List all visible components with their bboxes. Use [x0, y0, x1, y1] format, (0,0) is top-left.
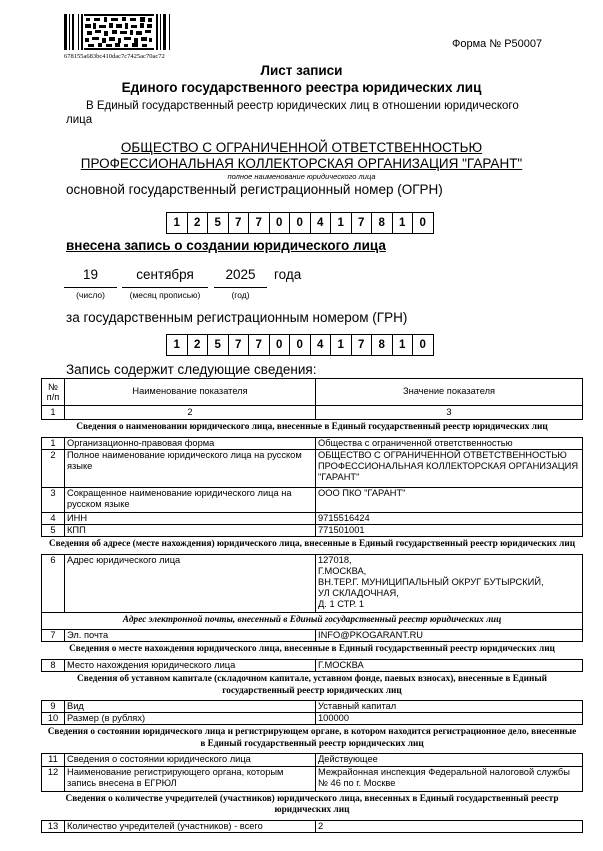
row-num: 8: [42, 659, 65, 671]
ogrn-digit-boxes: [167, 212, 434, 234]
row-value: Межрайонная инспекция Федеральной налоговой службы № 46 по г. Москве: [316, 766, 583, 791]
datamatrix-barcode-icon: [64, 14, 172, 50]
row-name: Адрес юридического лица: [65, 554, 316, 612]
intro-text: В Единый государственный реестр юридических лиц в отношении юридического лица: [66, 100, 519, 126]
table-row: [42, 754, 583, 766]
subsection-title: Адрес электронной почты, внесенный в Единый государственный реестр юридических лиц: [42, 612, 583, 630]
document-title: Лист записи: [260, 63, 343, 78]
entry-type: внесена запись о создании юридического лица: [66, 238, 386, 253]
section-header: [42, 725, 583, 754]
ogrn-digit: 0: [269, 212, 291, 234]
table-row: [42, 766, 583, 791]
row-num: 7: [42, 630, 65, 642]
address-line: Д. 1 СТР. 1: [318, 599, 365, 610]
row-value: Г.МОСКВА: [316, 659, 583, 671]
section-title: Сведения о состоянии юридического лица и регистрирующем органе, в котором находится регистрационное дело, внесенные в Единый государственный реестр юридических лиц: [42, 725, 583, 754]
row-name: Организационно-правовая форма: [65, 437, 316, 449]
section-header: [42, 420, 583, 438]
ogrn-digit: 5: [207, 212, 229, 234]
ogrn-digit: 0: [289, 212, 311, 234]
grn-digit: 7: [248, 334, 270, 356]
org-name-caption: полное наименование юридического лица: [227, 172, 376, 181]
ogrn-digit: 7: [248, 212, 270, 234]
subsection-header: [42, 612, 583, 630]
row-name: Вид: [65, 701, 316, 713]
section-title: Сведения об адресе (месте нахождения) юридического лица, внесенные в Единый государственный реестр юридических лиц: [42, 537, 583, 555]
row-num: 11: [42, 754, 65, 766]
header-name: Наименование показателя: [65, 379, 316, 406]
grn-digit: 0: [412, 334, 434, 356]
grn-digit: 5: [207, 334, 229, 356]
section-header: [42, 791, 583, 820]
row-name: КПП: [65, 524, 316, 536]
grn-digit: 0: [289, 334, 311, 356]
date-year: 2025: [214, 265, 267, 288]
table-row: [42, 512, 583, 524]
org-name-line-2: ПРОФЕССИОНАЛЬНАЯ КОЛЛЕКТОРСКАЯ ОРГАНИЗАЦИЯ "ГАРАНТ": [80, 155, 523, 171]
address-line: Г.МОСКВА,: [318, 565, 367, 576]
date-suffix: года: [274, 267, 302, 282]
row-name: ИНН: [65, 512, 316, 524]
row-value: INFO@PKOGARANT.RU: [316, 630, 583, 642]
table-row: [42, 437, 583, 449]
row-name: Количество учредителей (участников) - всего: [65, 820, 316, 832]
row-name: Сокращенное наименование юридического лица на русском языке: [65, 487, 316, 512]
row-value: 2: [316, 820, 583, 832]
ogrn-label: основной государственный регистрационный номер (ОГРН): [66, 182, 443, 197]
row-value: 771501001: [316, 524, 583, 536]
row-num: 9: [42, 701, 65, 713]
row-name: Размер (в рублях): [65, 713, 316, 725]
section-title: Сведения о количестве учредителей (участников) юридического лица, внесенных в Единый государственный реестр юридических лиц: [42, 791, 583, 820]
row-value: ООО ПКО "ГАРАНТ": [316, 487, 583, 512]
date-day: 19: [64, 265, 117, 288]
index-2: 2: [65, 406, 316, 420]
table-row: [42, 820, 583, 832]
org-name-line-1: ОБЩЕСТВО С ОГРАНИЧЕННОЙ ОТВЕТСТВЕННОСТЬЮ: [120, 140, 483, 155]
section-header: [42, 537, 583, 555]
row-num: 3: [42, 487, 65, 512]
row-name: Сведения о состоянии юридического лица: [65, 754, 316, 766]
table-row: [42, 659, 583, 671]
grn-digit: 4: [310, 334, 332, 356]
row-num: 10: [42, 713, 65, 725]
contains-label: Запись содержит следующие сведения:: [66, 362, 317, 377]
grn-digit: 7: [228, 334, 250, 356]
grn-digit: 1: [392, 334, 414, 356]
row-value: 9715516424: [316, 512, 583, 524]
index-3: 3: [316, 406, 583, 420]
date-year-caption: (год): [231, 290, 250, 300]
address-line: ВН.ТЕР.Г. МУНИЦИПАЛЬНЫЙ ОКРУГ БУТЫРСКИЙ,: [318, 577, 544, 588]
ogrn-digit: 7: [351, 212, 373, 234]
row-num: 6: [42, 554, 65, 612]
document-subtitle: Единого государственного реестра юридических лиц: [121, 80, 482, 95]
table-row: [42, 554, 583, 612]
table-row: [42, 487, 583, 512]
row-num: 2: [42, 449, 65, 487]
grn-digit: 7: [351, 334, 373, 356]
row-name: Наименование регистрирующего органа, которым запись внесена в ЕГРЮЛ: [65, 766, 316, 791]
ogrn-digit: 4: [310, 212, 332, 234]
ogrn-digit: 8: [371, 212, 393, 234]
section-title: Сведения о месте нахождения юридического лица, внесенные в Единый государственный реестр юридических лиц: [42, 642, 583, 660]
date-day-caption: (число): [76, 290, 105, 300]
ogrn-digit: 7: [228, 212, 250, 234]
table-row: [42, 524, 583, 536]
header-value: Значение показателя: [316, 379, 583, 406]
ogrn-digit: 0: [412, 212, 434, 234]
grn-digit-boxes: [167, 334, 434, 356]
records-table: [41, 378, 582, 833]
grn-digit: 8: [371, 334, 393, 356]
address-line: УЛ СКЛАДОЧНАЯ,: [318, 588, 399, 599]
row-value: ОБЩЕСТВО С ОГРАНИЧЕННОЙ ОТВЕТСТВЕННОСТЬЮ ПРОФЕССИОНАЛЬНАЯ КОЛЛЕКТОРСКАЯ ОРГАНИЗАЦИЯ "ГАРАНТ": [316, 449, 583, 487]
ogrn-digit: 1: [166, 212, 188, 234]
grn-label: за государственным регистрационным номером (ГРН): [66, 310, 408, 325]
grn-digit: 1: [166, 334, 188, 356]
table-row: [42, 449, 583, 487]
table-row: [42, 713, 583, 725]
section-header: [42, 672, 583, 701]
row-num: 13: [42, 820, 65, 832]
row-num: 5: [42, 524, 65, 536]
ogrn-digit: 2: [187, 212, 209, 234]
row-num: 12: [42, 766, 65, 791]
row-name: Эл. почта: [65, 630, 316, 642]
row-value: [316, 554, 583, 612]
row-value: Уставный капитал: [316, 701, 583, 713]
ogrn-digit: 1: [330, 212, 352, 234]
date-month: сентября: [122, 265, 208, 288]
table-row: [42, 630, 583, 642]
ogrn-digit: 1: [392, 212, 414, 234]
row-value: 100000: [316, 713, 583, 725]
row-value: Общества с ограниченной ответственностью: [316, 437, 583, 449]
address-line: 127018,: [318, 554, 352, 565]
barcode-id: 678155a683bc410dac7c7425ac70ac72: [64, 53, 165, 60]
index-1: 1: [42, 406, 65, 420]
form-number: Форма № Р50007: [452, 38, 543, 50]
organization-full-name: [0, 140, 603, 171]
row-name: Место нахождения юридического лица: [65, 659, 316, 671]
table-header-row: [42, 379, 583, 406]
section-title: Сведения об уставном капитале (складочном капитале, уставном фонде, паевых взносах), внесенные в Единый государственный реестр юридических лиц: [42, 672, 583, 701]
row-num: 1: [42, 437, 65, 449]
section-header: [42, 642, 583, 660]
row-name: Полное наименование юридического лица на русском языке: [65, 449, 316, 487]
row-num: 4: [42, 512, 65, 524]
section-title: Сведения о наименовании юридического лица, внесенные в Единый государственный реестр юридических лиц: [42, 420, 583, 438]
grn-digit: 0: [269, 334, 291, 356]
header-num: № п/п: [42, 379, 65, 406]
grn-digit: 2: [187, 334, 209, 356]
grn-digit: 1: [330, 334, 352, 356]
table-row: [42, 701, 583, 713]
table-index-row: [42, 406, 583, 420]
row-value: Действующее: [316, 754, 583, 766]
date-month-caption: (месяц прописью): [129, 290, 201, 300]
